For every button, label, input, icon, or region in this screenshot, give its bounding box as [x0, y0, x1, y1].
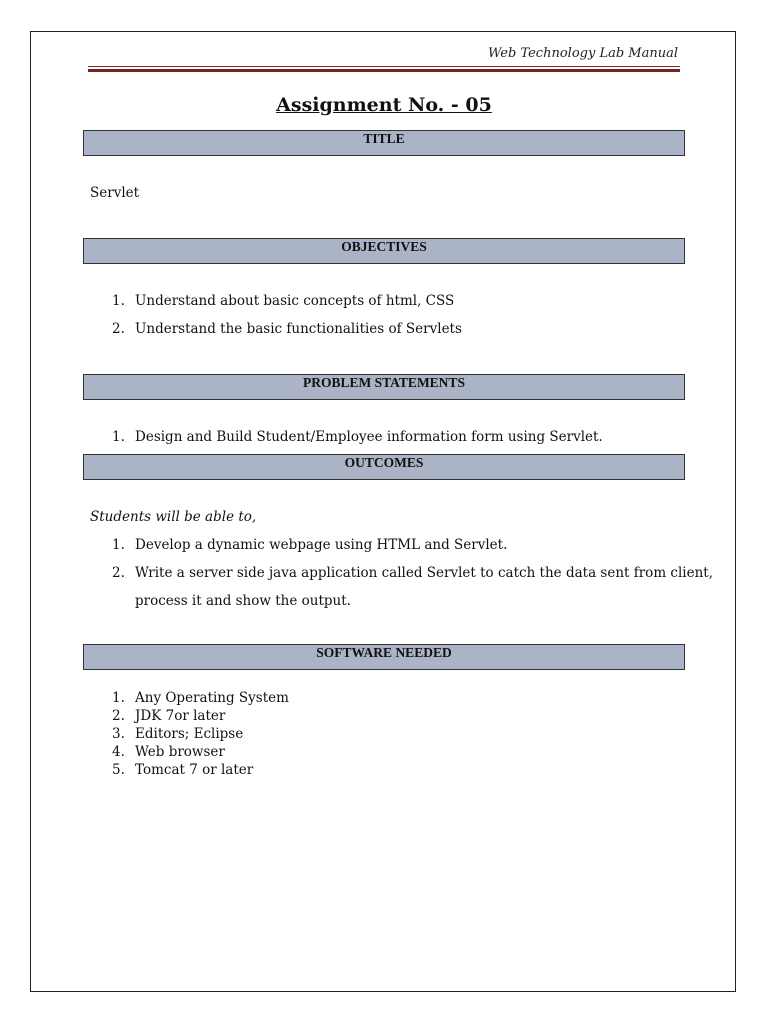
manual-header: Web Technology Lab Manual	[488, 46, 678, 61]
header-rule-thin	[88, 66, 680, 67]
section-heading: TITLE	[363, 131, 405, 146]
objectives-list	[100, 287, 462, 343]
section-heading: PROBLEM STATEMENTS	[303, 375, 465, 390]
section-bar-problem	[83, 374, 685, 400]
problem-list	[100, 423, 603, 451]
list-item: 1. Develop a dynamic webpage using HTML and Servlet.	[112, 537, 508, 553]
section-bar-title	[83, 130, 685, 156]
title-text: Servlet	[90, 185, 140, 201]
list-item: 1. Design and Build Student/Employee information form using Servlet.	[112, 429, 603, 445]
header-rule-thick	[88, 69, 680, 72]
list-item-continuation: process it and show the output.	[135, 593, 351, 609]
section-heading: OUTCOMES	[344, 455, 424, 470]
section-heading: SOFTWARE NEEDED	[316, 645, 452, 660]
list-item: 1. Understand about basic concepts of html, CSS	[112, 293, 455, 309]
list-item: 2. Write a server side java application called Servlet to catch the data sent from client,	[112, 565, 714, 581]
outcomes-intro: Students will be able to,	[90, 509, 257, 525]
section-bar-objectives	[83, 238, 685, 264]
section-heading: OBJECTIVES	[341, 239, 427, 254]
software-list	[100, 689, 289, 779]
list-item: 4. Web browser	[112, 744, 225, 760]
list-item: 3. Editors; Eclipse	[112, 726, 244, 742]
outcomes-list	[100, 531, 713, 615]
list-item: 1. Any Operating System	[112, 690, 289, 706]
section-bar-software	[83, 644, 685, 670]
section-bar-outcomes	[83, 454, 685, 480]
list-item: 5. Tomcat 7 or later	[112, 762, 254, 778]
list-item: 2. Understand the basic functionalities of Servlets	[112, 321, 462, 337]
assignment-title: Assignment No. - 05	[276, 94, 492, 116]
list-item: 2. JDK 7or later	[112, 708, 226, 724]
